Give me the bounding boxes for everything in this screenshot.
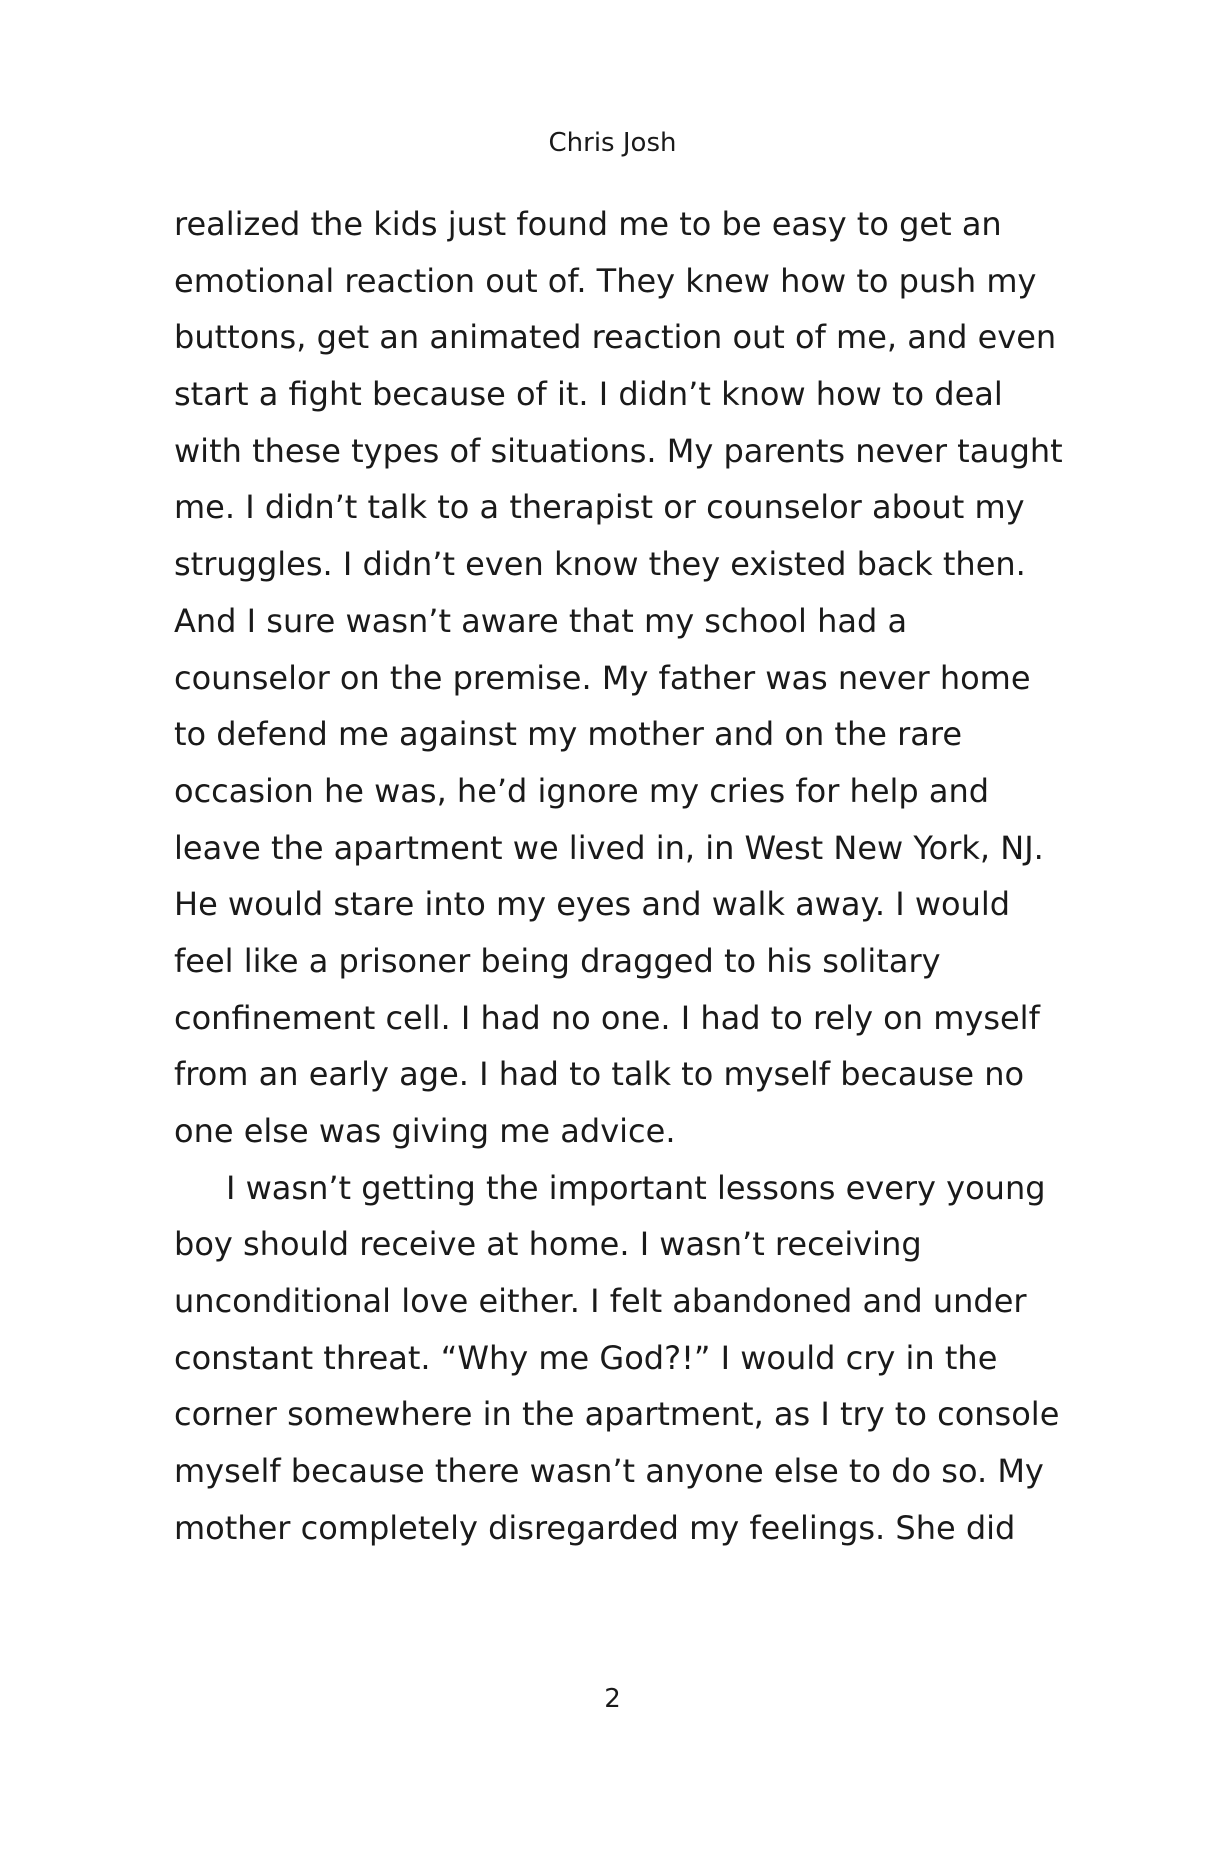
text-line: me. I didn’t talk to a therapist or counselor about my [174, 488, 1025, 527]
text-line: confinement cell. I had no one. I had to rely on myself [174, 998, 1040, 1037]
text-line: corner somewhere in the apartment, as I try to console [174, 1395, 1060, 1434]
text-line: And I sure wasn’t aware that my school had a [174, 601, 908, 640]
text-line: start a fight because of it. I didn’t know how to deal [174, 375, 1003, 414]
text-line: myself because there wasn’t anyone else to do so. My [174, 1452, 1044, 1491]
text-line: feel like a prisoner being dragged to his solitary [174, 941, 941, 980]
text-line: mother completely disregarded my feelings. She did [174, 1508, 1016, 1547]
text-line: He would stare into my eyes and walk away. I would [174, 885, 1011, 924]
text-line: to defend me against my mother and on the rare [174, 715, 963, 754]
text-line: buttons, get an animated reaction out of me, and even [174, 318, 1057, 357]
text-line-paragraph-start: I wasn’t getting the important lessons every young [226, 1168, 1046, 1207]
text-line: occasion he was, he’d ignore my cries for help and [174, 771, 990, 810]
text-line: unconditional love either. I felt abandoned and under [174, 1282, 1027, 1321]
body-text [174, 196, 1074, 1557]
text-line: realized the kids just found me to be easy to get an [174, 205, 1002, 243]
text-line: from an early age. I had to talk to myself because no [174, 1055, 1025, 1094]
text-line: struggles. I didn’t even know they existed back then. [174, 545, 1026, 584]
page-number: 2 [604, 1684, 621, 1714]
text-line: with these types of situations. My parents never taught [174, 431, 1063, 470]
text-line: counselor on the premise. My father was never home [174, 658, 1031, 697]
text-line: leave the apartment we lived in, in West New York, NJ. [174, 828, 1044, 867]
text-line: one else was giving me advice. [174, 1112, 676, 1150]
running-header-author: Chris Josh [548, 128, 677, 158]
text-line: boy should receive at home. I wasn’t receiving [174, 1225, 922, 1264]
text-line: constant threat. “Why me God?!” I would cry in the [174, 1338, 998, 1377]
text-line: emotional reaction out of. They knew how to push my [174, 261, 1037, 300]
